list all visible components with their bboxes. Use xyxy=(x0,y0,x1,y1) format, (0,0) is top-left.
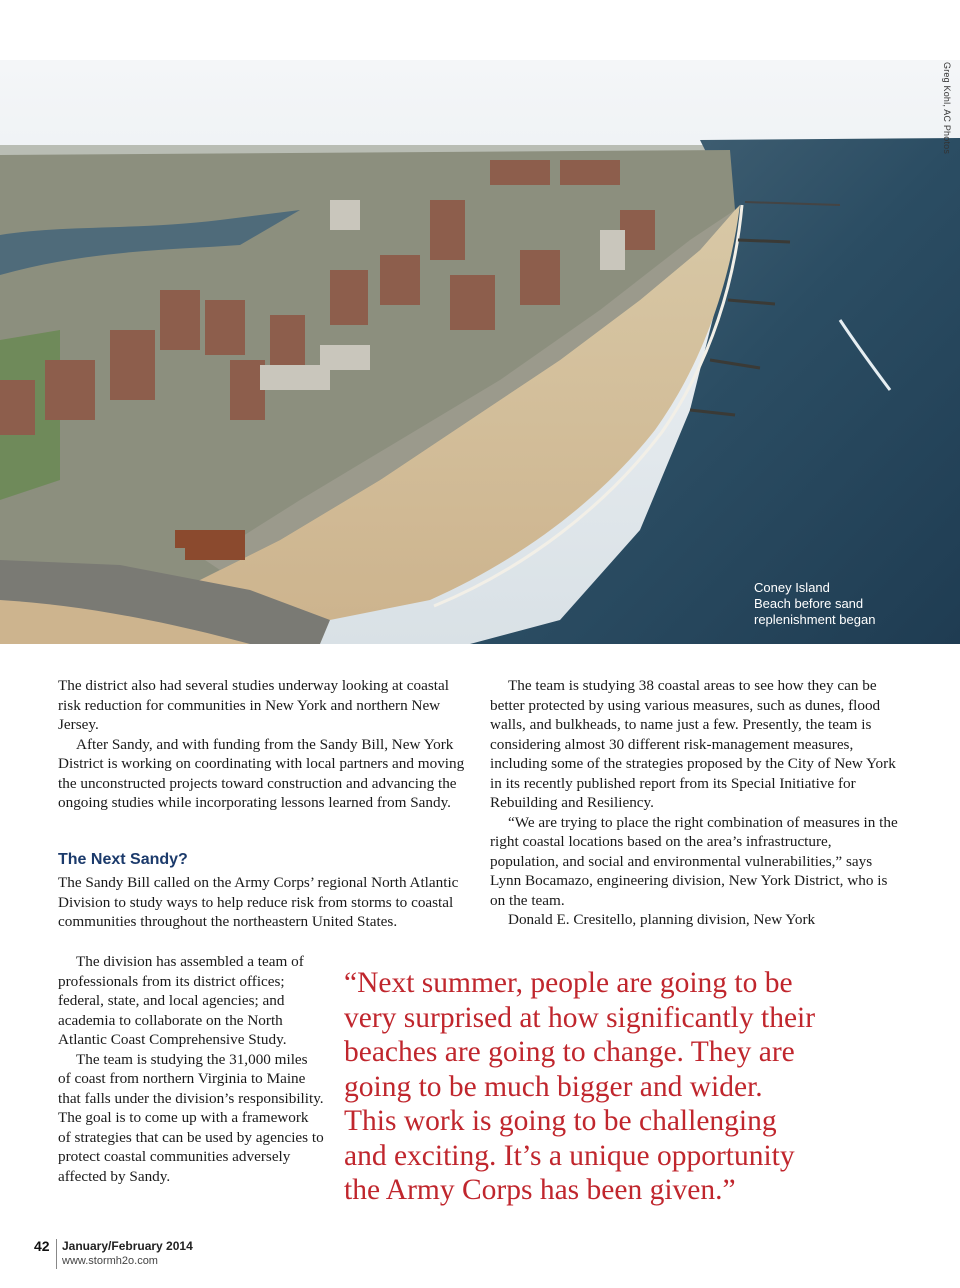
pull-quote-line: This work is going to be challenging xyxy=(344,1105,777,1137)
pull-quote-line: very surprised at how significantly their xyxy=(344,1001,816,1034)
paragraph: Donald E. Cresitello, planning division, New York xyxy=(508,911,816,928)
pull-quote-line: going to be much bigger and wider. xyxy=(344,1070,763,1103)
paragraph: After Sandy, and with funding from the Sandy Bill, New York District is working on coordinating with local partners and moving the unconstructed projects toward construction and advancing the ongoing studies while incorporating lessons learned from Sandy. xyxy=(58,735,465,811)
caption-line: Coney Island xyxy=(754,580,830,595)
paragraph: The district also had several studies underway looking at coastal risk reduction for communities in New York and northern New Jersey. xyxy=(58,677,449,733)
paragraph: The team is studying the 31,000 miles of coast from northern Virginia to Maine that falls under the division’s responsibility. The goal is to come up with a framework of strategies that can be used by agencies to protect coastal communities adversely affected by Sandy. xyxy=(58,1050,324,1185)
issue-date: January/February 2014 xyxy=(62,1239,193,1253)
website-link[interactable]: www.stormh2o.com xyxy=(62,1255,158,1267)
photo-credit: Greg Kohl, AC Photos xyxy=(942,62,952,155)
paragraph: The division has assembled a team of professionals from its district offices; federal, state, and local agencies; and academia to collaborate on the North Atlantic Coast Comprehensive Study. xyxy=(58,953,304,1048)
pull-quote xyxy=(344,966,904,1208)
paragraph: “We are trying to place the right combination of measures in the right coastal locations based on the area’s infrastructure, population, and social and environmental vulnerabilities,” says Lynn Bocamazo, engineering division, New York District, who is on the team. xyxy=(490,813,898,909)
caption-line: replenishment began xyxy=(754,612,876,627)
pull-quote-line: the Army Corps has been given.” xyxy=(344,1174,736,1206)
caption-line: Beach before sand xyxy=(754,596,864,611)
left-column-narrow xyxy=(58,952,324,1186)
coney-island-aerial-photo xyxy=(0,60,960,644)
left-column-top xyxy=(58,676,470,813)
section-subhead: The Next Sandy? xyxy=(58,851,188,868)
pull-quote-line: “Next summer, people are going to be xyxy=(344,967,793,999)
paragraph: The Sandy Bill called on the Army Corps’ regional North Atlantic Division to study ways to help reduce risk from storms to coastal communities throughout the northeastern United States. xyxy=(58,874,459,930)
footer-divider xyxy=(56,1239,57,1269)
page-number: 42 xyxy=(34,1238,50,1254)
paragraph: The team is studying 38 coastal areas to see how they can be better protected by using various measures, such as dunes, flood walls, and bulkheads, to name just a few. Presently, the team is considering almost 30 different risk-management measures, including some of the strategies proposed by the City of New York in its recently published report from its Special Initiative for Rebuilding and Resiliency. xyxy=(490,677,896,811)
left-column-section xyxy=(58,873,470,932)
pull-quote-line: and exciting. It’s a unique opportunity xyxy=(344,1139,795,1172)
photo-caption xyxy=(754,580,904,628)
right-column xyxy=(490,676,902,930)
pull-quote-line: beaches are going to change. They are xyxy=(344,1036,795,1068)
